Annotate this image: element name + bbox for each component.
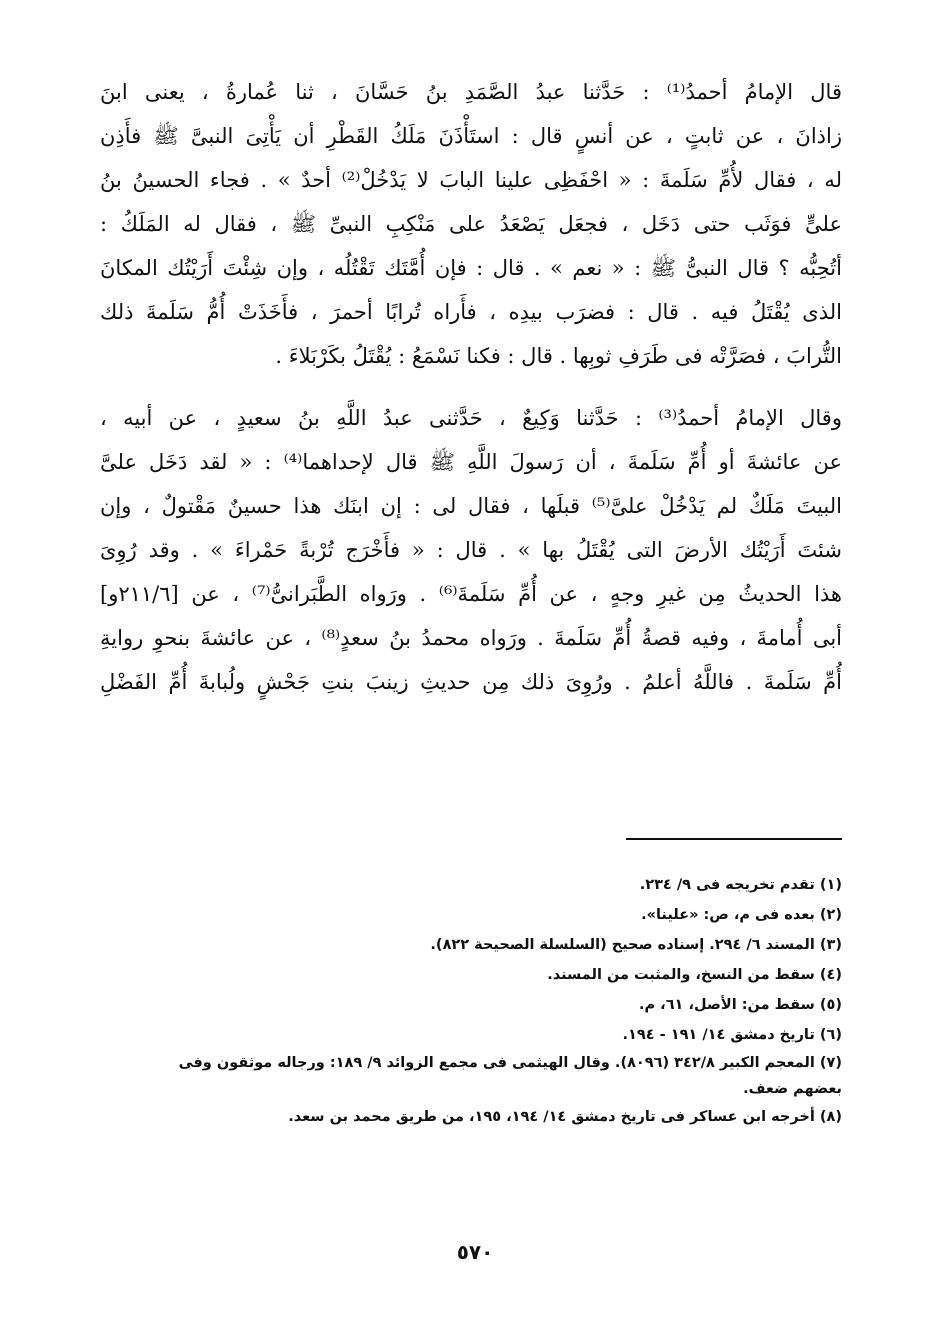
text-line: عن عائشةَ أو أُمِّ سَلَمةَ ، أن رَسولَ اللَّهِ ﷺ قال لإحداهما⁽⁴⁾ : « لقد دَخَل علىَّ: [100, 450, 842, 474]
text-line: علىٍّ فوَثَب حتى دَخَل ، فجعَل يَصْعَدُ على مَنْكِبِ النبىِّ ﷺ ، فقال له المَلَكُ :: [100, 212, 842, 236]
footnote: (٦) تاريخ دمشق ١٤/ ١٩١ - ١٩٤.: [622, 1027, 842, 1043]
text-line: قال الإمامُ أحمدُ⁽¹⁾ : حَدَّثنا عبدُ الصَّمَدِ بنُ حَسَّانَ ، ثنا عُمارةُ ، يعنى ابنَ: [100, 80, 842, 104]
text-line: هذا الحديثُ مِن غيرِ وجهٍ ، عن أُمِّ سَلَمةَ⁽⁶⁾ . ورَواه الطَّبَرانىُّ⁽⁷⁾ ، عن [٢١١/٦و]: [100, 582, 842, 606]
footnote: (٤) سقط من النسخ، والمثبت من المسند.: [547, 967, 842, 983]
text-line: الذى يُقْتَلُ فيه . قال : فضرَب بيدِه ، فأَراه تُرابًا أحمرَ ، فأَخَذَتْ أُمُّ سَلَمةَ ذلك: [100, 300, 842, 324]
footnote: (١) تقدم تخريجه فى ٩/ ٢٣٤.: [639, 877, 842, 893]
footnote: (٥) سقط من: الأصل، ٦١، م.: [638, 997, 842, 1013]
main-text: [100, 70, 842, 704]
paragraph-2: [100, 396, 842, 704]
footnote-separator: [626, 838, 842, 840]
paragraph-gap: [100, 378, 842, 396]
text-line: البيتَ مَلَكٌ لم يَدْخُلْ علىَّ⁽⁵⁾ قبلَها ، فقال لى : إن ابنَك هذا حسينٌ مَقْتولٌ ، وإن: [100, 494, 842, 518]
text-line: شئتَ أَرَيْتُك الأرضَ التى يُقْتَلُ بها » . قال : « فأَخْرَج تُرْبةً حَمْراءَ » . وقد رُوِىَ: [100, 538, 842, 562]
footnote: (٨) أخرجه ابن عساكر فى تاريخ دمشق ١٤/ ١٩٤، ١٩٥، من طريق محمد بن سعد.: [288, 1109, 842, 1125]
footnote: (٧) المعجم الكبير ٣٤٢/٨ (٨٠٩٦). وقال الهيثمى فى مجمع الزوائد ٩/ ١٨٩: ورجاله موثقون وفى بعضهم ضعف.: [178, 1055, 842, 1097]
text-line: له ، فقال لأُمِّ سَلَمةَ : « احْفَظِى علينا البابَ لا يَدْخُلْ⁽²⁾ أحدٌ » . فجاء الحسينُ بنُ: [100, 168, 842, 192]
footnotes: [130, 870, 842, 1132]
text-line: أُمِّ سَلَمةَ . فاللَّهُ أعلمُ . ورُوِىَ ذلك مِن حديثِ زينبَ بنتِ جَحْشٍ ولُبابةَ أُمِّ الفَضْلِ: [100, 670, 842, 694]
text-line: زاذانَ ، عن ثابتٍ ، عن أنسٍ قال : استَأْذَنَ مَلَكُ القَطْرِ أن يَأْتِىَ النبىَّ ﷺ فأَذِن: [100, 124, 842, 148]
text-line: التُّرابَ ، فصَرَّتْه فى طَرَفِ ثوبِها . قال : فكنا نَسْمَعُ : يُقْتَلُ بكَرْبَلاءَ .: [275, 344, 842, 368]
text-line: وقال الإمامُ أحمدُ⁽³⁾ : حَدَّثنا وَكِيعٌ ، حَدَّثنى عبدُ اللَّهِ بنُ سعيدٍ ، عن أبيه ،: [100, 406, 842, 430]
footnote: (٢) بعده فى م، ص: «علينا».: [641, 907, 842, 923]
text-line: أتُحِبُّه ؟ قال النبىُّ ﷺ : « نعم » . قال : فإن أُمَّتَك تَقْتُلُه ، وإن شِئْتَ أَرَيْتُك المكانَ: [100, 256, 842, 280]
page-number: ٥٧٠: [456, 1240, 494, 1264]
paragraph-1: [100, 70, 842, 378]
text-line: أبى أُمامةَ ، وفيه قصةُ أُمِّ سَلَمةَ . ورَواه محمدُ بنُ سعدٍ⁽⁸⁾ ، عن عائشةَ بنحوِ روايةِ: [100, 626, 842, 650]
footnote: (٣) المسند ٦/ ٢٩٤. إسناده صحيح (السلسلة الصحيحة ٨٢٢).: [430, 937, 842, 953]
